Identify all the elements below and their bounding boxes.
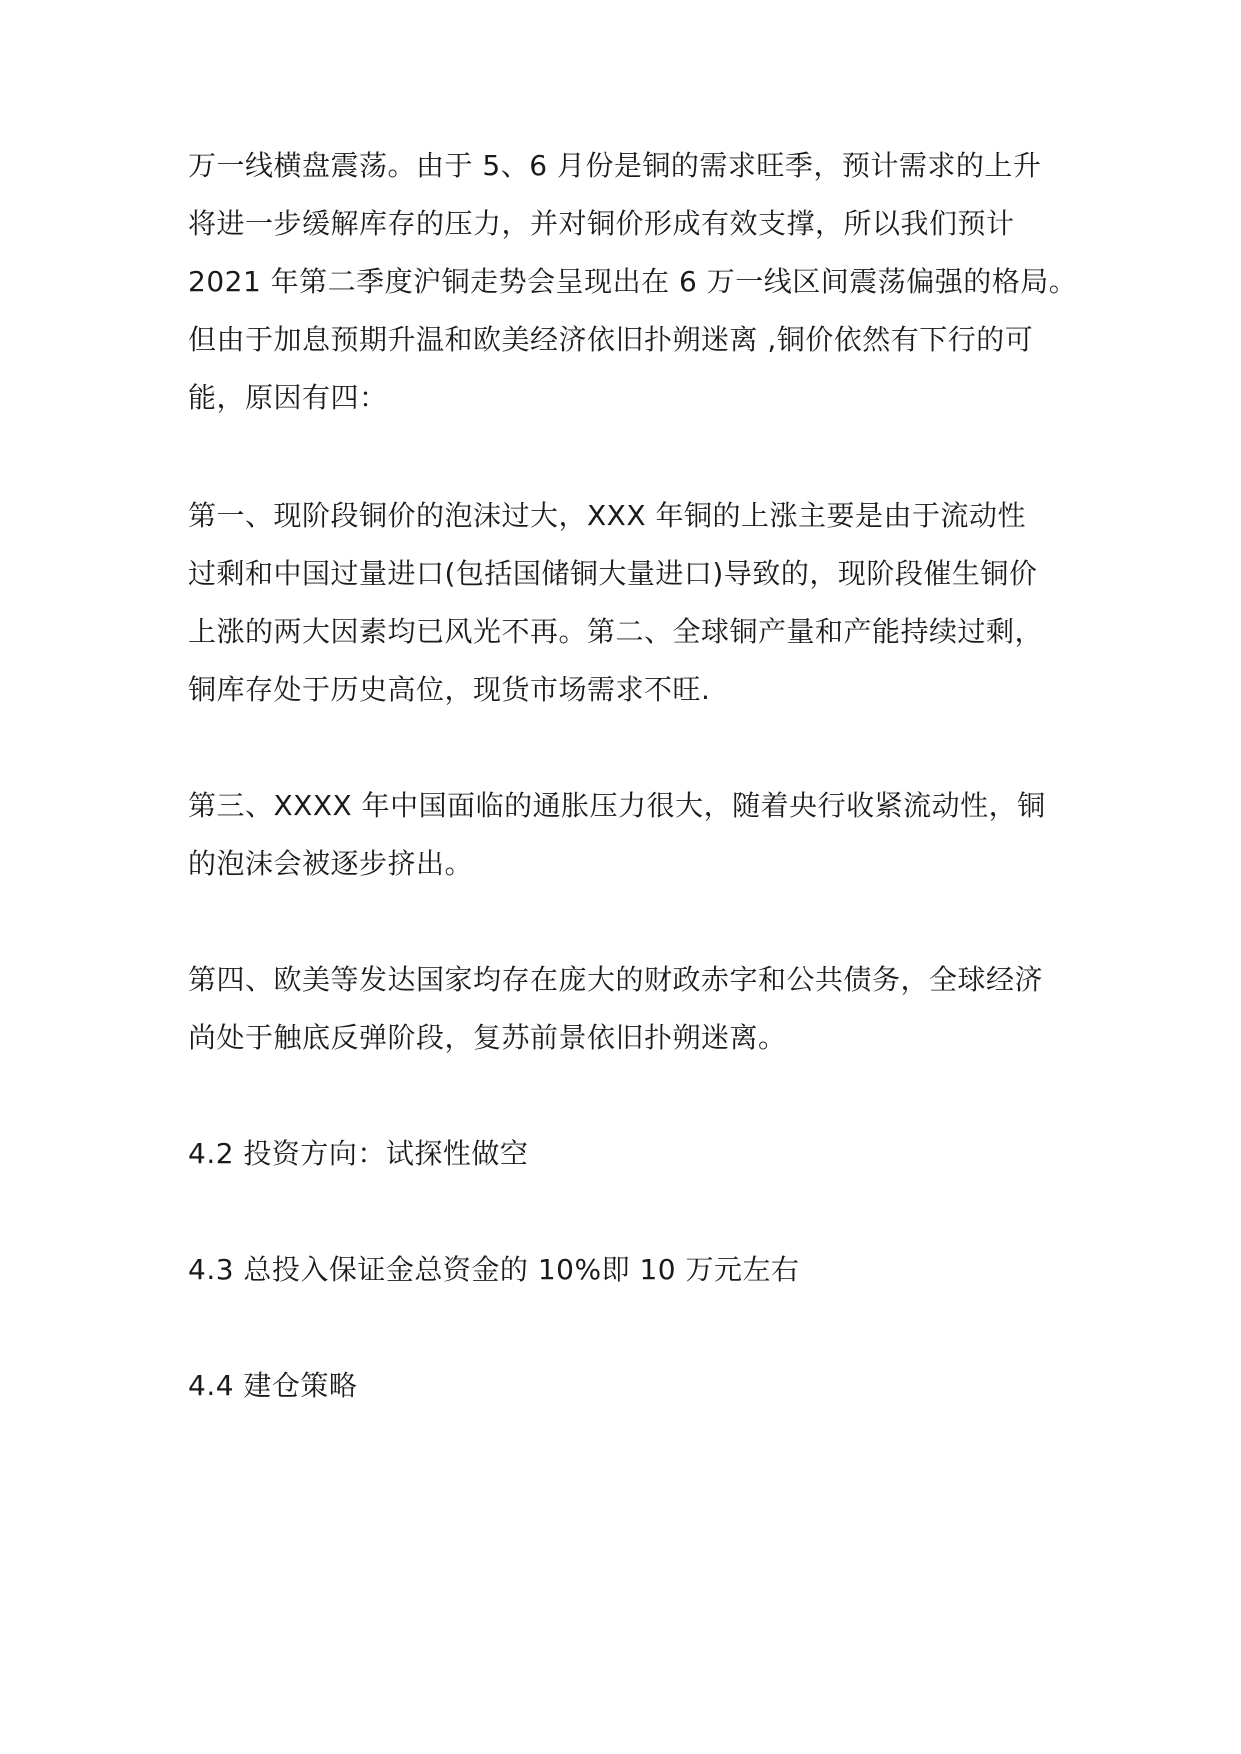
- text-line: 将进一步缓解库存的压力，并对铜价形成有效支撑，所以我们预计: [188, 207, 1015, 240]
- text-line: 第三、XXXX 年中国面临的通胀压力很大，随着央行收紧流动性，铜: [188, 789, 1046, 822]
- text-line: 能，原因有四：: [188, 381, 388, 414]
- text-line: 尚处于触底反弹阶段，复苏前景依旧扑朔迷离。: [188, 1021, 787, 1054]
- text-line: 第四、欧美等发达国家均存在庞大的财政赤字和公共债务，全球经济: [188, 963, 1044, 996]
- text-line: 的泡沫会被逐步挤出。: [188, 847, 474, 880]
- text-line: 但由于加息预期升温和欧美经济依旧扑朔迷离 ,铜价依然有下行的可: [188, 323, 1034, 356]
- section-heading-position-strategy: 4.4 建仓策略: [188, 1369, 358, 1402]
- text-line: 2021 年第二季度沪铜走势会呈现出在 6 万一线区间震荡偏强的格局。: [188, 265, 1078, 298]
- text-line: 上涨的两大因素均已风光不再。第二、全球铜产量和产能持续过剩，: [188, 615, 1044, 648]
- text-line: 过剩和中国过量进口(包括国储铜大量进口)导致的，现阶段催生铜价: [188, 557, 1038, 590]
- text-line: 铜库存处于历史高位，现货市场需求不旺.: [188, 673, 711, 706]
- section-heading-investment-direction: 4.2 投资方向：试探性做空: [188, 1137, 529, 1170]
- text-line: 万一线横盘震荡。由于 5、6 月份是铜的需求旺季，预计需求的上升: [188, 149, 1042, 182]
- text-line: 第一、现阶段铜价的泡沫过大，XXX 年铜的上涨主要是由于流动性: [188, 499, 1026, 532]
- section-heading-margin: 4.3 总投入保证金总资金的 10%即 10 万元左右: [188, 1253, 800, 1286]
